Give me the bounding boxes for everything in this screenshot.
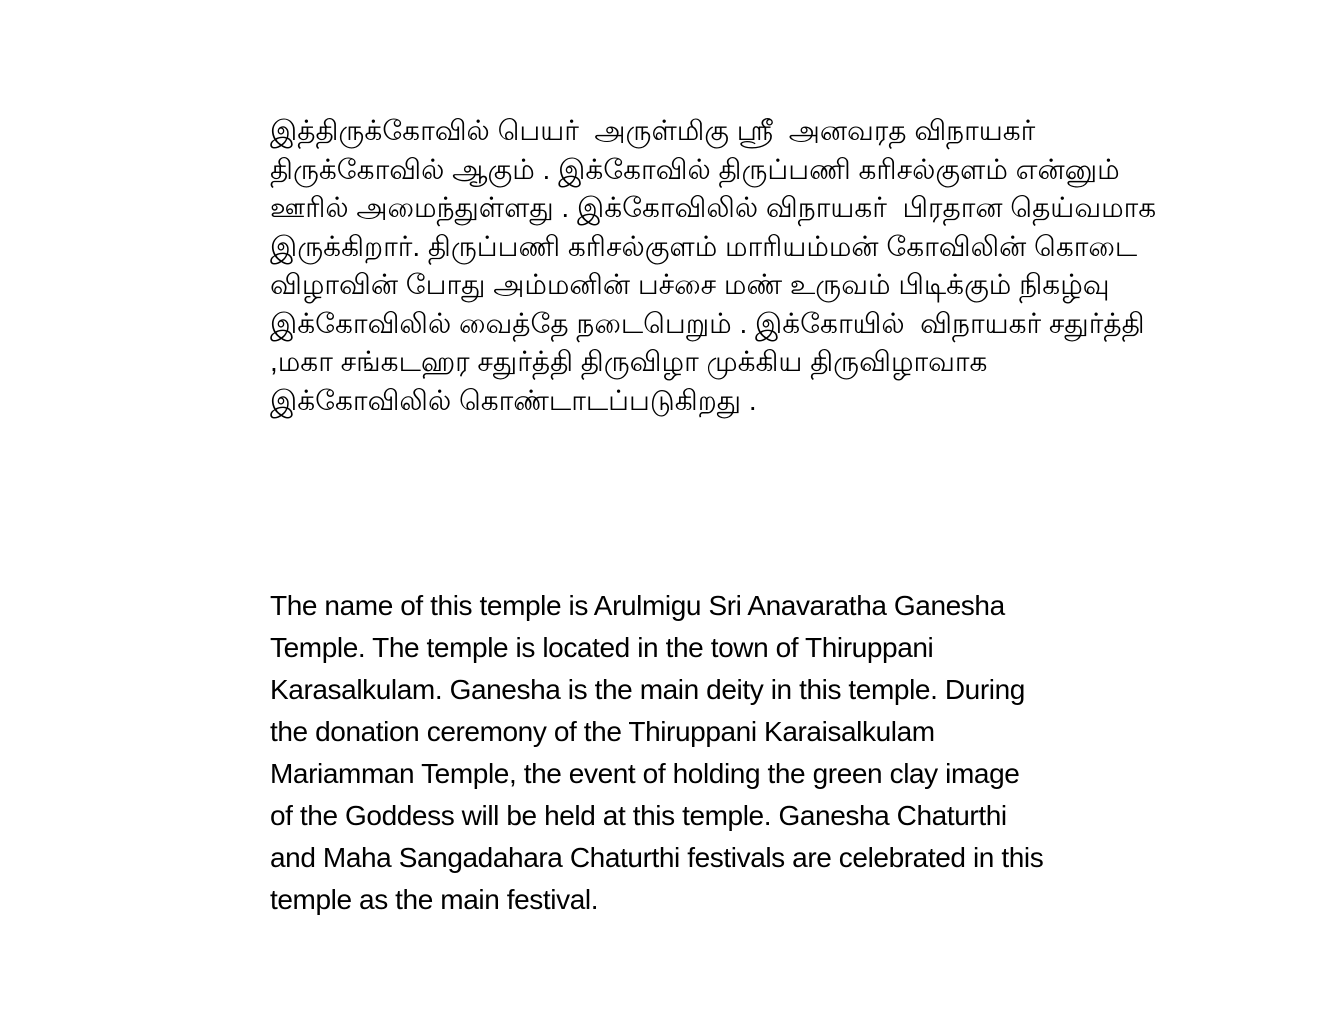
tamil-line: இத்திருக்கோவில் பெயர் அருள்மிகு ஸ்ரீ அனவரத விநாயகர் [270, 115, 1036, 146]
tamil-paragraph [270, 112, 1156, 420]
english-line: temple as the main festival. [270, 884, 599, 915]
english-line: Mariamman Temple, the event of holding the green clay image [270, 758, 1020, 789]
english-paragraph [270, 585, 1043, 921]
english-line: the donation ceremony of the Thiruppani Karaisalkulam [270, 716, 935, 747]
english-line: and Maha Sangadahara Chaturthi festivals are celebrated in this [270, 842, 1044, 873]
tamil-line: திருக்கோவில் ஆகும் . இக்கோவில் திருப்பணி கரிசல்குளம் என்னும் [270, 153, 1120, 185]
tamil-line: ,மகா சங்கடஹர சதுர்த்தி திருவிழா முக்கிய திருவிழாவாக [270, 346, 988, 377]
english-line: Temple. The temple is located in the town of Thiruppani [270, 632, 934, 663]
tamil-line: ஊரில் அமைந்துள்ளது . இக்கோவிலில் விநாயகர் பிரதான தெய்வமாக [270, 192, 1157, 223]
tamil-line: இருக்கிறார். திருப்பணி கரிசல்குளம் மாரியம்மன் கோவிலின் கொடை [270, 230, 1138, 262]
tamil-line: இக்கோவிலில் வைத்தே நடைபெறும் . இக்கோயில் விநாயகர் சதுர்த்தி [270, 307, 1145, 339]
english-line: The name of this temple is Arulmigu Sri Anavaratha Ganesha [270, 590, 1005, 621]
tamil-line: விழாவின் போது அம்மனின் பச்சை மண் உருவம் பிடிக்கும் நிகழ்வு [270, 269, 1110, 300]
tamil-line: இக்கோவிலில் கொண்டாடப்படுகிறது . [270, 384, 757, 416]
english-line: of the Goddess will be held at this temple. Ganesha Chaturthi [270, 800, 1007, 831]
english-line: Karasalkulam. Ganesha is the main deity in this temple. During [270, 674, 1025, 705]
